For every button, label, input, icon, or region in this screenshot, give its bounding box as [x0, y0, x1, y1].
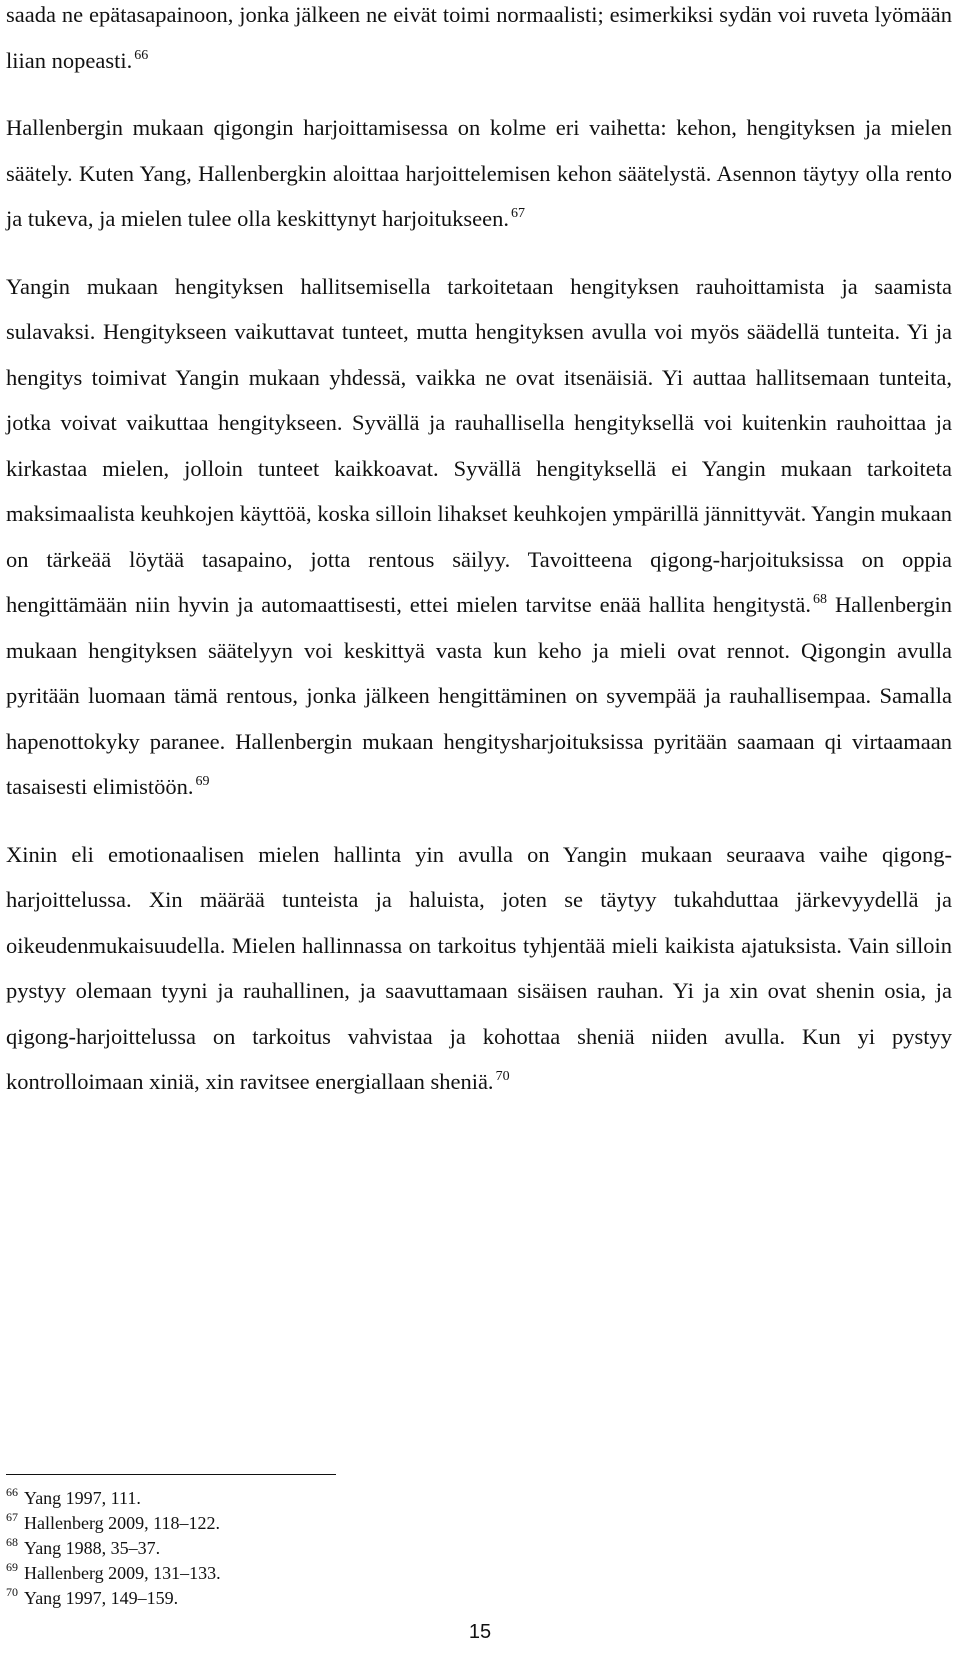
footnote-ref-66: 66 — [134, 47, 149, 63]
footnote-70 — [6, 1586, 606, 1611]
footnote-ref-70: 70 — [495, 1069, 510, 1084]
footnote-text: Yang 1988, 35–37. — [24, 1538, 161, 1558]
footnotes-list — [6, 1486, 606, 1611]
footnote-text: Yang 1997, 149–159. — [24, 1588, 179, 1608]
page-number: 15 — [468, 1621, 492, 1643]
paragraph-3 — [6, 264, 952, 810]
footnote-67 — [6, 1511, 606, 1536]
footnote-number: 69 — [6, 1560, 18, 1574]
paragraph-1 — [6, 0, 952, 83]
footnote-text: Hallenberg 2009, 131–133. — [24, 1563, 221, 1583]
footnote-text: Hallenberg 2009, 118–122. — [24, 1513, 220, 1533]
footnote-text: Yang 1997, 111. — [24, 1488, 141, 1508]
paragraph-4 — [6, 832, 952, 1105]
paragraph-3-text: Yangin mukaan hengityksen hallitsemisella tarkoitetaan hengityksen rauhoittamista ja saamista sulavaksi. Hengitykseen vaikuttavat tunteet, mutta hengityksen avulla voi myös säädellä tunteita. Yi ja hengitys toimivat Yangin mukaan yhdessä, vaikka ne ovat itsenäisiä. Yi auttaa hallitsemaan tunteita, jotka voivat vaikuttaa hengitykseen. Syvällä ja rauhallisella hengityksellä voi kuitenkin rauhoittaa ja kirkastaa mielen, jolloin tunteet kaikkoavat. Syvällä hengityksellä ei Yangin mukaan tarkoiteta maksimaalista keuhkojen käyttöä, koska silloin lihakset keuhkojen ympärillä jännittyvät. Yangin mukaan on tärkeää löytää tasapaino, jotta rentous säilyy. Tavoitteena qigong-harjoituksissa on oppia hengittämään niin hyvin ja automaattisesti, ettei mielen tarvitse enää hallita hengitystä. — [6, 273, 952, 617]
footnote-number: 70 — [6, 1585, 18, 1599]
footnote-ref-68: 68 — [813, 592, 828, 607]
footnote-number: 68 — [6, 1535, 18, 1549]
footnote-ref-69: 69 — [195, 774, 210, 789]
footnote-ref-67: 67 — [510, 206, 525, 221]
paragraph-4-text: Xinin eli emotionaalisen mielen hallinta yin avulla on Yangin mukaan seuraava vaihe qigong-harjoittelussa. Xin määrää tunteista ja haluista, joten se täytyy tukahduttaa järkevyydellä ja oikeudenmukaisuudella. Mielen hallinnassa on tarkoitus tyhjentää mieli kaikista ajatuksista. Vain silloin pystyy olemaan tyyni ja rauhallinen, ja saavuttamaan sisäisen rauhan. Yi ja xin ovat shenin osia, ja qigong-harjoittelussa on tarkoitus vahvistaa ja kohottaa sheniä niiden avulla. Kun yi pystyy kontrolloimaan xiniä, xin ravitsee energiallaan sheniä. — [6, 841, 952, 1094]
footnote-66 — [6, 1486, 606, 1511]
paragraph-2-text: Hallenbergin mukaan qigongin harjoittamisessa on kolme eri vaihetta: kehon, hengityksen ja mielen säätely. Kuten Yang, Hallenbergkin aloittaa harjoittelemisen kehon säätelystä. Asennon täytyy olla rento ja tukeva, ja mielen tulee olla keskittynyt harjoitukseen. — [6, 115, 952, 231]
footnote-number: 67 — [6, 1510, 18, 1524]
footnote-number: 66 — [6, 1485, 18, 1499]
paragraph-3-continuation: Hallenbergin mukaan hengityksen säätelyyn voi keskittyä vasta kun keho ja mieli ovat rennot. Qigongin avulla pyritään luomaan tämä rentous, jonka jälkeen hengittäminen on syvempää ja rauhallisempaa. Samalla hapenottokyky paranee. Hallenbergin mukaan hengitysharjoituksissa pyritään saamaan qi virtaamaan tasaisesti elimistöön. — [6, 592, 952, 799]
footnote-69 — [6, 1561, 606, 1586]
footnote-separator — [6, 1474, 336, 1475]
body-text — [6, 0, 952, 1105]
paragraph-2 — [6, 105, 952, 242]
footnote-68 — [6, 1536, 606, 1561]
paragraph-1-text: saada ne epätasapainoon, jonka jälkeen ne eivät toimi normaalisti; esimerkiksi sydän voi ruveta lyömään liian nopeasti. — [6, 2, 952, 73]
